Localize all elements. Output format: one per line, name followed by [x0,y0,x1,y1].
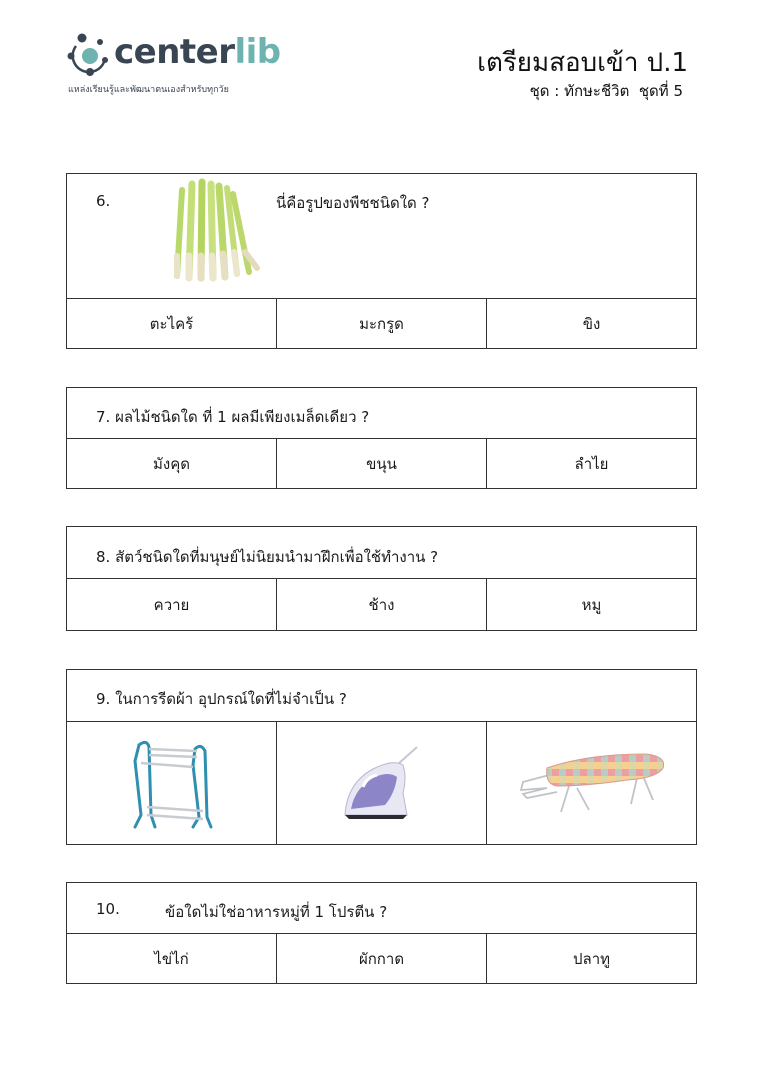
question-text: 7. ผลไม้ชนิดใด ที่ 1 ผลมีเพียงเมล็ดเดียว ? [96,408,370,426]
answer-option-1[interactable]: มังคุด [67,439,277,488]
question-number: 10. [96,900,120,918]
ironing-board-image [517,748,667,818]
question-7-header [67,388,696,439]
centerlib-logo [66,32,286,102]
question-9-header [67,670,696,722]
logo-tagline: แหล่งเรียนรู้และพัฒนาตนเองสำหรับทุกวัย [68,85,229,95]
answer-options [67,934,696,983]
answer-option-1[interactable]: ตะไคร้ [67,299,277,348]
answer-option-1[interactable] [67,722,277,844]
answer-option-1[interactable]: ไข่ไก่ [67,934,277,983]
question-10 [66,882,697,984]
answer-option-2[interactable]: ช้าง [277,579,487,630]
answer-option-3[interactable] [487,722,696,844]
question-text: นี่คือรูปของพืชชนิดใด ? [276,194,430,212]
answer-option-2[interactable]: ผักกาด [277,934,487,983]
answer-option-3[interactable]: ลำไย [574,454,609,473]
page-title: เตรียมสอบเข้า ป.1 [477,48,688,78]
question-7 [66,387,697,489]
question-number: 6. [96,192,111,210]
answer-image-options [67,722,696,844]
lemongrass-image [167,178,267,283]
question-6-header [67,174,696,299]
steam-iron-image [337,743,427,823]
answer-option-3[interactable]: ขิง [582,314,601,333]
question-text: 9. ในการรีดผ้า อุปกรณ์ใดที่ไม่จำเป็น ? [96,690,347,708]
clothes-rack-image [127,735,217,831]
question-10-header [67,883,696,934]
answer-option-3[interactable]: ปลาทู [572,949,611,968]
answer-option-2[interactable]: มะกรูด [277,299,487,348]
answer-option-2[interactable] [277,722,487,844]
page-subtitle: ชุด : ทักษะชีวิต ชุดที่ 5 [529,82,683,100]
question-text: ข้อใดไม่ใช่อาหารหมู่ที่ 1 โปรตีน ? [165,903,388,921]
answer-options [67,299,696,348]
answer-option-1[interactable]: ควาย [67,579,277,630]
answer-option-2[interactable]: ขนุน [277,439,487,488]
question-8 [66,526,697,631]
logo-molecule-icon [66,32,112,78]
answer-options [67,579,696,630]
question-9 [66,669,697,845]
question-8-header [67,527,696,579]
logo-wordmark: centerlib [114,32,281,72]
question-6 [66,173,697,349]
answer-option-3[interactable]: หมู [581,595,602,614]
answer-options [67,439,696,488]
question-text: 8. สัตว์ชนิดใดที่มนุษย์ไม่นิยมนำมาฝึกเพื่อใช้ทำงาน ? [96,548,439,566]
